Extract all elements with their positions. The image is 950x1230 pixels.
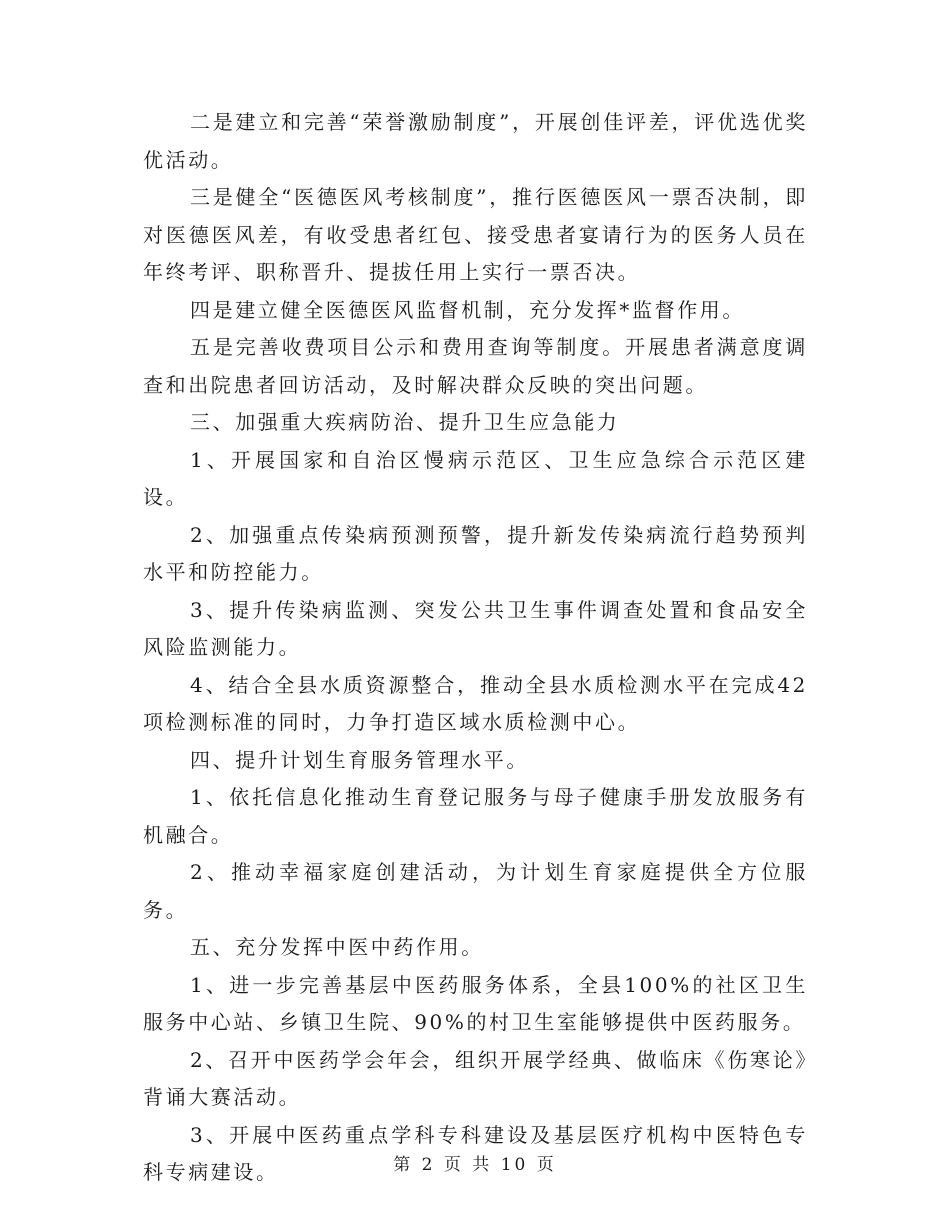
document-body [143,104,808,1192]
paragraph: 1、开展国家和自治区慢病示范区、卫生应急综合示范区建设。 [143,447,808,509]
paragraph: 五是完善收费项目公示和费用查询等制度。开展患者满意度调查和出院患者回访活动，及时解决群众反映的突出问题。 [143,335,808,397]
paragraph: 三是健全“医德医风考核制度”，推行医德医风一票否决制，即对医德医风差，有收受患者红包、接受患者宴请行为的医务人员在年终考评、职称晋升、提拔任用上实行一票否决。 [143,185,808,284]
section-heading: 四、提升计划生育服务管理水平。 [190,747,529,772]
paragraph: 2、推动幸福家庭创建活动，为计划生育家庭提供全方位服务。 [143,860,808,922]
paragraph: 4、结合全县水质资源整合，推动全县水质检测水平在完成42项检测标准的同时，力争打造区域水质检测中心。 [143,672,808,734]
paragraph: 2、召开中医药学会年会，组织开展学经典、做临床《伤寒论》背诵大赛活动。 [143,1047,808,1109]
paragraph: 二是建立和完善“荣誉激励制度”，开展创佳评差，评优选优奖优活动。 [143,110,808,172]
paragraph: 3、开展中医药重点学科专科建设及基层医疗机构中医特色专科专病建设。 [143,1122,808,1184]
paragraph: 1、进一步完善基层中医药服务体系，全县100%的社区卫生服务中心站、乡镇卫生院、90%的村卫生室能够提供中医药服务。 [143,972,808,1034]
paragraph: 1、依托信息化推动生育登记服务与母子健康手册发放服务有机融合。 [143,785,808,847]
paragraph: 3、提升传染病监测、突发公共卫生事件调查处置和食品安全风险监测能力。 [143,597,808,659]
section-heading: 三、加强重大疾病防治、提升卫生应急能力 [190,410,620,434]
paragraph: 四是建立健全医德医风监督机制，充分发挥*监督作用。 [190,297,745,322]
paragraph: 2、加强重点传染病预测预警，提升新发传染病流行趋势预判水平和防控能力。 [143,522,808,584]
section-heading: 五、充分发挥中医中药作用。 [190,935,484,959]
page-footer: 第 2 页 共 10 页 [393,1155,557,1175]
